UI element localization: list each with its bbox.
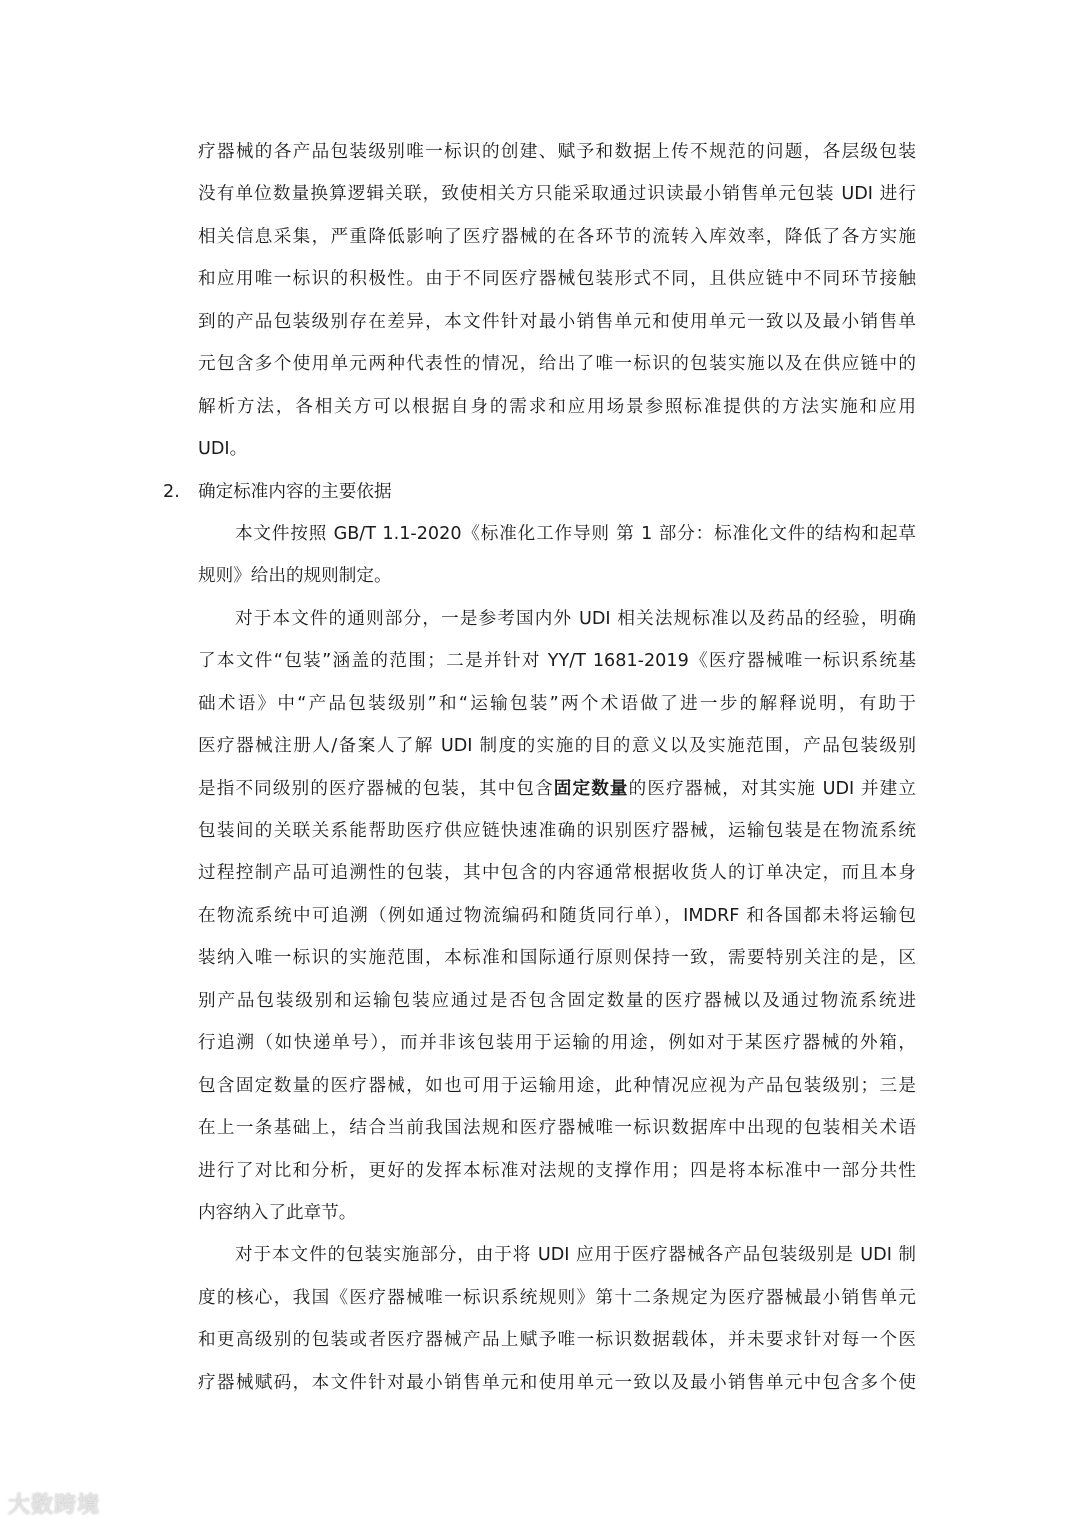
text-line: 过程控制产品可追溯性的包装，其中包含的内容通常根据收货人的订单决定，而且本身 <box>198 863 916 884</box>
text-line: 到的产品包装级别存在差异，本文件针对最小销售单元和使用单元一致以及最小销售单 <box>198 311 916 332</box>
text-line: 装纳入唯一标识的实施范围，本标准和国际通行原则保持一致，需要特别关注的是，区 <box>198 948 916 969</box>
text-line: 本文件按照 GB/T 1.1-2020《标准化工作导则 第 1 部分：标准化文件的结构和起草 <box>235 523 916 544</box>
text-line: 相关信息采集，严重降低影响了医疗器械的在各环节的流转入库效率，降低了各方实施 <box>198 226 916 247</box>
text-line: 行追溯（如快递单号），而并非该包装用于运输的用途，例如对于某医疗器械的外箱， <box>198 1033 916 1054</box>
text-line: 内容纳入了此章节。 <box>198 1202 357 1223</box>
text-line: 了本文件“包装”涵盖的范围；二是并针对 YY/T 1681-2019《医疗器械唯一标识系统基 <box>198 651 916 672</box>
text-line: 度的核心，我国《医疗器械唯一标识系统规则》第十二条规定为医疗器械最小销售单元 <box>198 1287 916 1308</box>
text-line: 和应用唯一标识的积极性。由于不同医疗器械包装形式不同，且供应链中不同环节接触 <box>198 269 916 290</box>
text-line: 包含固定数量的医疗器械，如也可用于运输用途，此种情况应视为产品包装级别；三是 <box>198 1075 916 1096</box>
text-line: 包装间的关联关系能帮助医疗供应链快速准确的识别医疗器械，运输包装是在物流系统 <box>198 821 916 841</box>
text-line: 础术语》中“产品包装级别”和“运输包装”两个术语做了进一步的解释说明，有助于 <box>198 693 916 714</box>
text-segment: 的医疗器械，对其实施 UDI 并建立 <box>628 778 916 799</box>
text-line: 进行了对比和分析，更好的发挥本标准对法规的支撑作用；四是将本标准中一部分共性 <box>198 1160 916 1181</box>
section-number: 2. <box>163 481 180 502</box>
text-line: 在物流系统中可追溯（例如通过物流编码和随货同行单），IMDRF 和各国都未将运输包 <box>198 905 916 926</box>
text-line: UDI。 <box>198 439 248 460</box>
text-line: 在上一条基础上，结合当前我国法规和医疗器械唯一标识数据库中出现的包装相关术语 <box>198 1118 916 1139</box>
bold-text: 固定数量 <box>553 778 629 799</box>
watermark-logo: 大数跨境 <box>8 1493 101 1518</box>
text-line: 对于本文件的包装实施部分，由于将 UDI 应用于医疗器械各产品包装级别是 UDI 制 <box>235 1245 916 1266</box>
paragraph <box>198 513 916 598</box>
text-line: 疗器械的各产品包装级别唯一标识的创建、赋予和数据上传不规范的问题，各层级包装 <box>198 142 916 162</box>
text-line: 和更高级别的包装或者医疗器械产品上赋予唯一标识数据载体，并未要求针对每一个医 <box>198 1330 916 1351</box>
document-body <box>163 131 916 1404</box>
text-line <box>198 768 916 810</box>
text-line: 元包含多个使用单元两种代表性的情况，给出了唯一标识的包装实施以及在供应链中的 <box>198 354 916 375</box>
text-line: 没有单位数量换算逻辑关联，致使相关方只能采取通过识读最小销售单元包装 UDI 进行 <box>198 184 916 205</box>
paragraph <box>198 598 916 1235</box>
text-line: 解析方法，各相关方可以根据自身的需求和应用场景参照标准提供的方法实施和应用 <box>198 396 916 417</box>
text-segment: 是指不同级别的医疗器械的包装，其中包含 <box>198 778 554 799</box>
section-heading <box>163 471 916 513</box>
text-line: 规则》给出的规则制定。 <box>198 566 392 587</box>
paragraph <box>198 1234 916 1404</box>
text-line: 别产品包装级别和运输包装应通过是否包含固定数量的医疗器械以及通过物流系统进 <box>198 990 916 1011</box>
section-title: 确定标准内容的主要依据 <box>198 481 392 502</box>
text-line: 对于本文件的通则部分，一是参考国内外 UDI 相关法规标准以及药品的经验，明确 <box>235 608 916 629</box>
text-line: 疗器械赋码，本文件针对最小销售单元和使用单元一致以及最小销售单元中包含多个使 <box>198 1372 916 1393</box>
paragraph <box>198 131 916 471</box>
text-line: 医疗器械注册人/备案人了解 UDI 制度的实施的目的意义以及实施范围，产品包装级别 <box>198 736 916 757</box>
